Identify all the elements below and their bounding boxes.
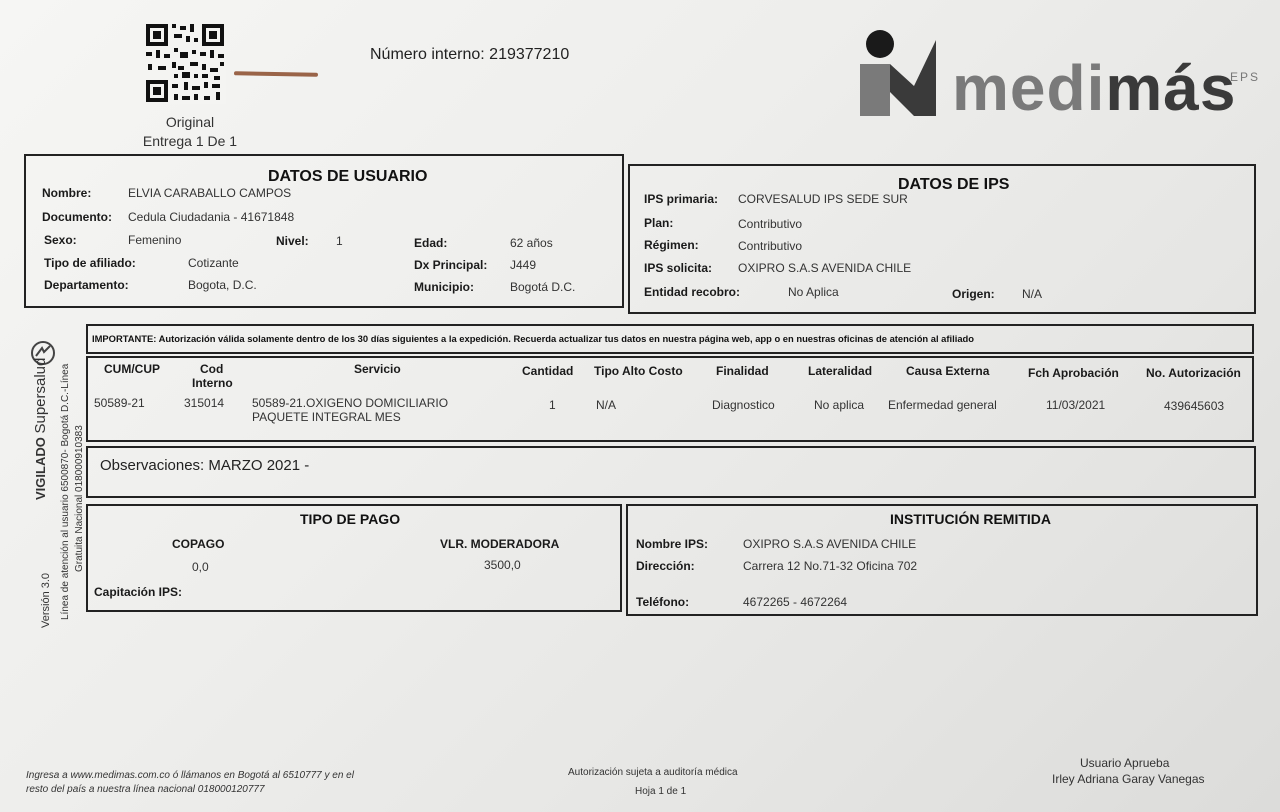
col-causa: Causa Externa (906, 364, 990, 378)
footer-center-1: Autorización sujeta a auditoría médica (568, 767, 738, 778)
edad-label: Edad: (414, 236, 448, 250)
direccion-value: Carrera 12 No.71-32 Oficina 702 (743, 559, 918, 573)
ips-primaria-label: IPS primaria: (644, 192, 719, 206)
medimas-wordmark (952, 52, 1237, 124)
medimas-logo-icon (856, 26, 940, 118)
col-tipo: Tipo Alto Costo (594, 364, 683, 378)
nombre-label: Nombre: (42, 186, 92, 200)
cell-servicio-1: 50589-21.OXIGENO DOMICILIARIO (252, 396, 449, 410)
telefono-value: 4672265 - 4672264 (743, 595, 848, 609)
supersalud-label: Supersalud (32, 357, 49, 434)
regimen-label: Régimen: (644, 238, 699, 252)
col-autorizacion: No. Autorización (1146, 366, 1241, 380)
ips-solicita-value: OXIPRO S.A.S AVENIDA CHILE (738, 261, 912, 275)
cell-servicio-2: PAQUETE INTEGRAL MES (252, 410, 401, 424)
nombre-ips-label: Nombre IPS: (636, 537, 709, 551)
importante-body: Autorización válida solamente dentro de los 30 días siguientes a la expedición. Recuerda actualizar tus datos en nuestra página web, app o en nuestras oficinas de atención al afiliado (156, 333, 974, 344)
vigilado-text (32, 358, 49, 500)
plan-value: Contributivo (738, 217, 803, 231)
ips-primaria-value: CORVESALUD IPS SEDE SUR (738, 192, 908, 206)
cell-causa: Enfermedad general (888, 398, 997, 412)
copago-label: COPAGO (172, 537, 225, 551)
nombre-ips-value: OXIPRO S.A.S AVENIDA CHILE (743, 537, 917, 551)
ips-solicita-label: IPS solicita: (644, 261, 713, 275)
documento-label: Documento: (42, 210, 112, 224)
observaciones-text: Observaciones: MARZO 2021 - (100, 457, 310, 474)
origen-label: Origen: (952, 287, 995, 301)
importante-text (92, 333, 974, 344)
cell-fecha: 11/03/2021 (1046, 398, 1106, 412)
col-lateralidad: Lateralidad (808, 364, 873, 378)
municipio-label: Municipio: (414, 280, 474, 294)
footer-right-1: Usuario Aprueba (1080, 756, 1170, 770)
municipio-value: Bogotá D.C. (510, 280, 576, 294)
regimen-value: Contributivo (738, 239, 803, 253)
entidad-recobro-label: Entidad recobro: (644, 285, 741, 299)
remitida-title: INSTITUCIÓN REMITIDA (890, 511, 1051, 527)
entrega-label: Entrega 1 De 1 (142, 133, 238, 149)
linea-atencion-1: Línea de atención al usuario 6500870- Bogotá D.C.-Línea (60, 363, 71, 620)
nivel-value: 1 (336, 234, 343, 248)
version-text: Versión 3.0 (40, 572, 52, 628)
moderadora-label: VLR. MODERADORA (440, 537, 560, 551)
cell-finalidad: Diagnostico (712, 398, 775, 412)
tipo-afiliado-label: Tipo de afiliado: (44, 256, 136, 270)
cell-cod: 315014 (184, 396, 225, 410)
tipo-afiliado-value: Cotizante (188, 256, 239, 270)
cell-cum: 50589-21 (94, 396, 145, 410)
qr-code-icon (144, 22, 226, 104)
footer-center-2: Hoja 1 de 1 (635, 786, 687, 797)
cell-autorizacion: 439645603 (1164, 399, 1225, 413)
staple-mark (234, 71, 318, 76)
direccion-label: Dirección: (636, 559, 695, 573)
origen-value: N/A (1022, 287, 1043, 301)
brand-suffix: más (1105, 52, 1237, 124)
departamento-value: Bogota, D.C. (188, 278, 257, 292)
footer-left-1: Ingresa a www.medimas.com.co ó llámanos en Bogotá al 6510777 y en el (26, 770, 354, 781)
footer-left-2: resto del país a nuestra línea nacional 018000120777 (26, 784, 265, 795)
entidad-recobro-value: No Aplica (788, 285, 839, 299)
dx-value: J449 (510, 258, 537, 272)
departamento-label: Departamento: (44, 278, 129, 292)
col-fecha: Fch Aprobación (1028, 366, 1119, 380)
cell-tipo: N/A (596, 398, 617, 412)
col-cod: Cod (200, 362, 224, 376)
telefono-label: Teléfono: (636, 595, 690, 609)
footer-right-2: Irley Adriana Garay Vanegas (1052, 772, 1205, 786)
sexo-value: Femenino (128, 233, 182, 247)
documento-value: Cedula Ciudadania - 41671848 (128, 210, 295, 224)
moderadora-value: 3500,0 (484, 558, 521, 572)
vigilado-label: VIGILADO (33, 437, 48, 500)
col-servicio: Servicio (354, 362, 401, 376)
pago-title: TIPO DE PAGO (300, 511, 401, 527)
original-label: Original (165, 114, 215, 130)
sexo-label: Sexo: (44, 233, 77, 247)
dx-label: Dx Principal: (414, 258, 488, 272)
linea-atencion-2: Gratuita Nacional 018000910383 (74, 425, 85, 572)
eps-label: EPS (1230, 70, 1261, 84)
col-finalidad: Finalidad (716, 364, 769, 378)
col-cod-interno: Interno (192, 376, 233, 390)
plan-label: Plan: (644, 216, 674, 230)
nivel-label: Nivel: (276, 234, 309, 248)
brand-prefix: medi (952, 52, 1106, 124)
cell-cantidad: 1 (549, 398, 556, 412)
usuario-title: DATOS DE USUARIO (268, 168, 428, 185)
numero-interno: Número interno: 219377210 (370, 46, 570, 63)
edad-value: 62 años (510, 236, 553, 250)
importante-label: IMPORTANTE: (92, 333, 157, 344)
capitacion-label: Capitación IPS: (94, 585, 183, 599)
copago-value: 0,0 (192, 560, 209, 574)
ips-title: DATOS DE IPS (898, 176, 1010, 193)
col-cum: CUM/CUP (104, 362, 160, 376)
cell-lateralidad: No aplica (814, 398, 865, 412)
col-cantidad: Cantidad (522, 364, 574, 378)
nombre-value: ELVIA CARABALLO CAMPOS (128, 186, 292, 200)
